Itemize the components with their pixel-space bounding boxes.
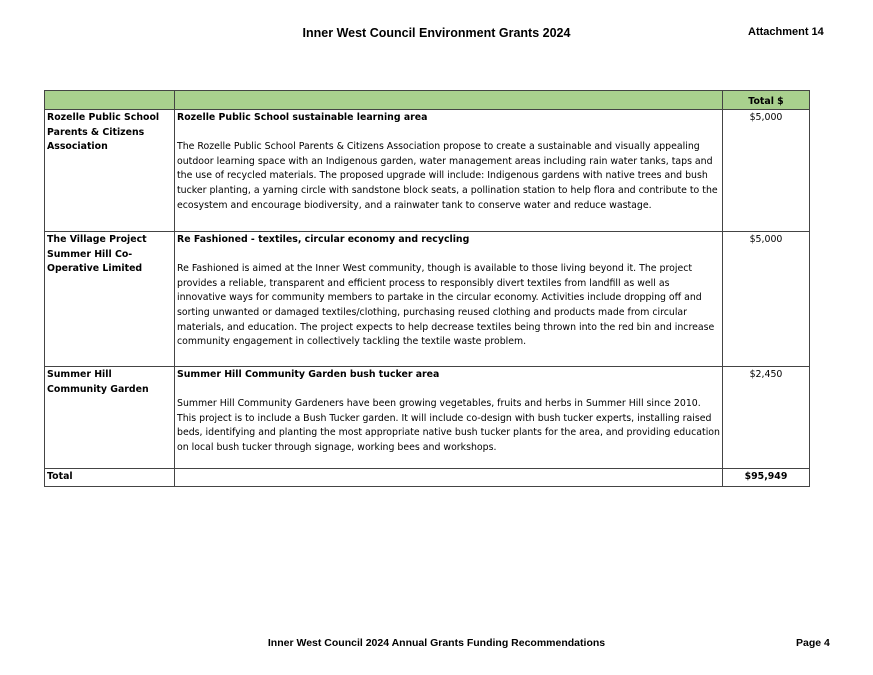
header-cell-project (175, 91, 723, 110)
grants-table (44, 90, 810, 487)
project-title: Rozelle Public School sustainable learning area (177, 112, 428, 123)
organisation-cell: Rozelle Public School Parents & Citizens Association (45, 110, 175, 232)
footer-text: Inner West Council 2024 Annual Grants Funding Recommendations (267, 637, 606, 649)
header-cell-total: Total $ (723, 91, 810, 110)
table-row (45, 110, 810, 232)
table-header-row (45, 91, 810, 110)
total-label: Total (45, 469, 175, 487)
attachment-label: Attachment 14 (748, 26, 824, 38)
total-amount: $95,949 (723, 469, 810, 487)
amount-cell: $5,000 (723, 110, 810, 232)
page-number: Page 4 (796, 637, 830, 649)
total-row (45, 469, 810, 487)
project-title: Re Fashioned - textiles, circular economy and recycling (177, 234, 470, 245)
header-cell-organisation (45, 91, 175, 110)
organisation-cell: Summer Hill Community Garden (45, 367, 175, 469)
table-row (45, 367, 810, 469)
project-description: The Rozelle Public School Parents & Citizens Association propose to create a sustainable and visually appealing outdoor learning space with an Indigenous garden, water management areas including rain water tanks, taps and the use of recycled materials. The proposed upgrade will include: Indigenous gardens with native trees and bush tucker planting, a yarning circle with sandstone block seats, a pollination station to help flora and contribute to the ecosystem and encourage biodiversity, and a rainwater tank to conserve water and reduce wastage. (177, 141, 718, 211)
table-row (45, 232, 810, 367)
total-empty-cell (175, 469, 723, 487)
project-cell (175, 367, 723, 469)
project-cell (175, 110, 723, 232)
project-description: Re Fashioned is aimed at the Inner West community, though is available to those living beyond it. The project provides a reliable, transparent and efficient process to responsibly divert textiles from landfill as well as innovative ways for community members to partake in the circular economy. Activities include dropping off and sorting unwanted or damaged textiles/clothing, purchasing reused clothing and products made from circular materials, and education. The project expects to help decrease textiles being thrown into the red bin and increase community engagement in collectively tackling the textile waste problem. (177, 263, 715, 348)
page-title: Inner West Council Environment Grants 2024 (302, 26, 571, 40)
project-title: Summer Hill Community Garden bush tucker area (177, 369, 440, 380)
amount-cell: $2,450 (723, 367, 810, 469)
project-description: Summer Hill Community Gardeners have been growing vegetables, fruits and herbs in Summer Hill since 2010. This project is to include a Bush Tucker garden. It will include co-design with bush tucker experts, installing raised beds, identifying and planting the most appropriate native bush tucker plants for the area, and providing education on local bush tucker through signage, working bees and workshops. (177, 398, 720, 453)
project-cell (175, 232, 723, 367)
amount-cell: $5,000 (723, 232, 810, 367)
organisation-cell: The Village Project Summer Hill Co-Operative Limited (45, 232, 175, 367)
